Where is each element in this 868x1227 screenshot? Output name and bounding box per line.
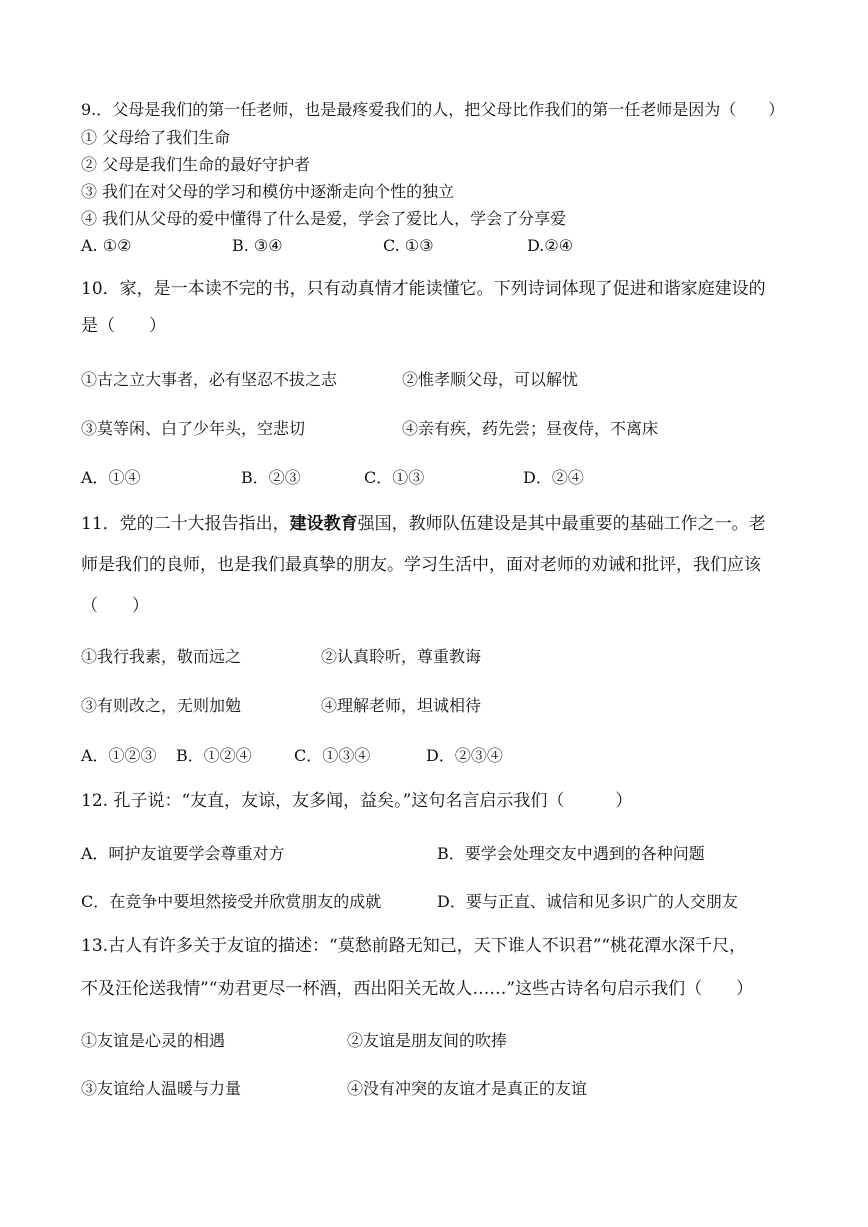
question-10-stem-line-1: 10．家，是一本读不完的书，只有动真情才能读懂它。下列诗词体现了促进和谐家庭建设的 bbox=[81, 279, 766, 299]
question-11-stem-line-3: （ ） bbox=[81, 596, 149, 616]
option-a: A．①④ bbox=[81, 468, 141, 487]
item-3: ③莫等闲、白了少年头，空悲切 bbox=[81, 419, 306, 438]
option-c: C. ①③ bbox=[383, 236, 434, 255]
item-3: ③有则改之，无则加勉 bbox=[81, 696, 242, 715]
stem-bold-part: 建设教育 bbox=[289, 514, 358, 534]
question-9-item-4: ④ 我们从父母的爱中懂得了什么是爱，学会了爱比人，学会了分享爱 bbox=[81, 209, 567, 228]
question-9-stem: 9.．父母是我们的第一任老师，也是最疼爱我们的人，把父母比作我们的第一任老师是因为（ ） bbox=[81, 100, 785, 119]
question-12-stem: 12. 孔子说：“友直，友谅，友多闻，益矣。”这句名言启示我们（ ） bbox=[81, 791, 633, 811]
option-c: C．①③④ bbox=[294, 746, 371, 765]
option-d: D．要与正直、诚信和见多识广的人交朋友 bbox=[437, 892, 738, 911]
option-b: B．②③ bbox=[241, 468, 301, 487]
option-b: B．要学会处理交友中遇到的各种问题 bbox=[437, 844, 705, 863]
option-b: B. ③④ bbox=[232, 236, 283, 255]
stem-part-2: 强国，教师队伍建设是其中最重要的基础工作之一。老 bbox=[357, 514, 766, 534]
question-11-stem-line-1 bbox=[81, 514, 766, 534]
item-3: ③友谊给人温暖与力量 bbox=[81, 1079, 242, 1098]
option-a: A．呵护友谊要学会尊重对方 bbox=[81, 844, 285, 863]
stem-part-1: 11．党的二十大报告指出， bbox=[81, 514, 290, 534]
option-c: C．①③ bbox=[364, 468, 425, 487]
option-d: D．②④ bbox=[523, 468, 584, 487]
question-9-item-3: ③ 我们在对父母的学习和模仿中逐渐走向个性的独立 bbox=[81, 182, 455, 201]
question-10-stem-line-2: 是（ ） bbox=[81, 316, 166, 336]
question-9-item-1: ① 父母给了我们生命 bbox=[81, 128, 231, 147]
item-2: ②认真聆听，尊重教诲 bbox=[321, 647, 482, 666]
option-d: D.②④ bbox=[527, 236, 574, 255]
item-4: ④没有冲突的友谊才是真正的友谊 bbox=[347, 1079, 588, 1098]
item-4: ④亲有疾，药先尝；昼夜侍，不离床 bbox=[402, 419, 659, 438]
question-13-stem-line-2: 不及汪伦送我情”“劝君更尽一杯酒，西出阳关无故人……”这些古诗名句启示我们（ ） bbox=[81, 979, 754, 999]
option-b: B．①②④ bbox=[176, 746, 252, 765]
item-1: ①友谊是心灵的相遇 bbox=[81, 1031, 226, 1050]
option-a: A．①②③ bbox=[81, 746, 157, 765]
item-1: ①我行我素，敬而远之 bbox=[81, 647, 242, 666]
option-d: D．②③④ bbox=[426, 746, 503, 765]
question-13-stem-line-1: 13.古人有许多关于友谊的描述：“莫愁前路无知己，天下谁人不识君”“桃花潭水深千尺， bbox=[81, 936, 747, 956]
item-2: ②惟孝顺父母，可以解忧 bbox=[402, 370, 579, 389]
item-4: ④理解老师，坦诚相待 bbox=[321, 696, 482, 715]
option-c: C．在竞争中要坦然接受并欣赏朋友的成就 bbox=[81, 892, 382, 911]
option-a: A. ①② bbox=[81, 236, 132, 255]
question-9-item-2: ② 父母是我们生命的最好守护者 bbox=[81, 155, 311, 174]
item-2: ②友谊是朋友间的吹捧 bbox=[347, 1031, 508, 1050]
item-1: ①古之立大事者，必有坚忍不拔之志 bbox=[81, 370, 338, 389]
question-11-stem-line-2: 师是我们的良师，也是我们最真挚的朋友。学习生活中，面对老师的劝诫和批评，我们应该 bbox=[81, 555, 761, 575]
